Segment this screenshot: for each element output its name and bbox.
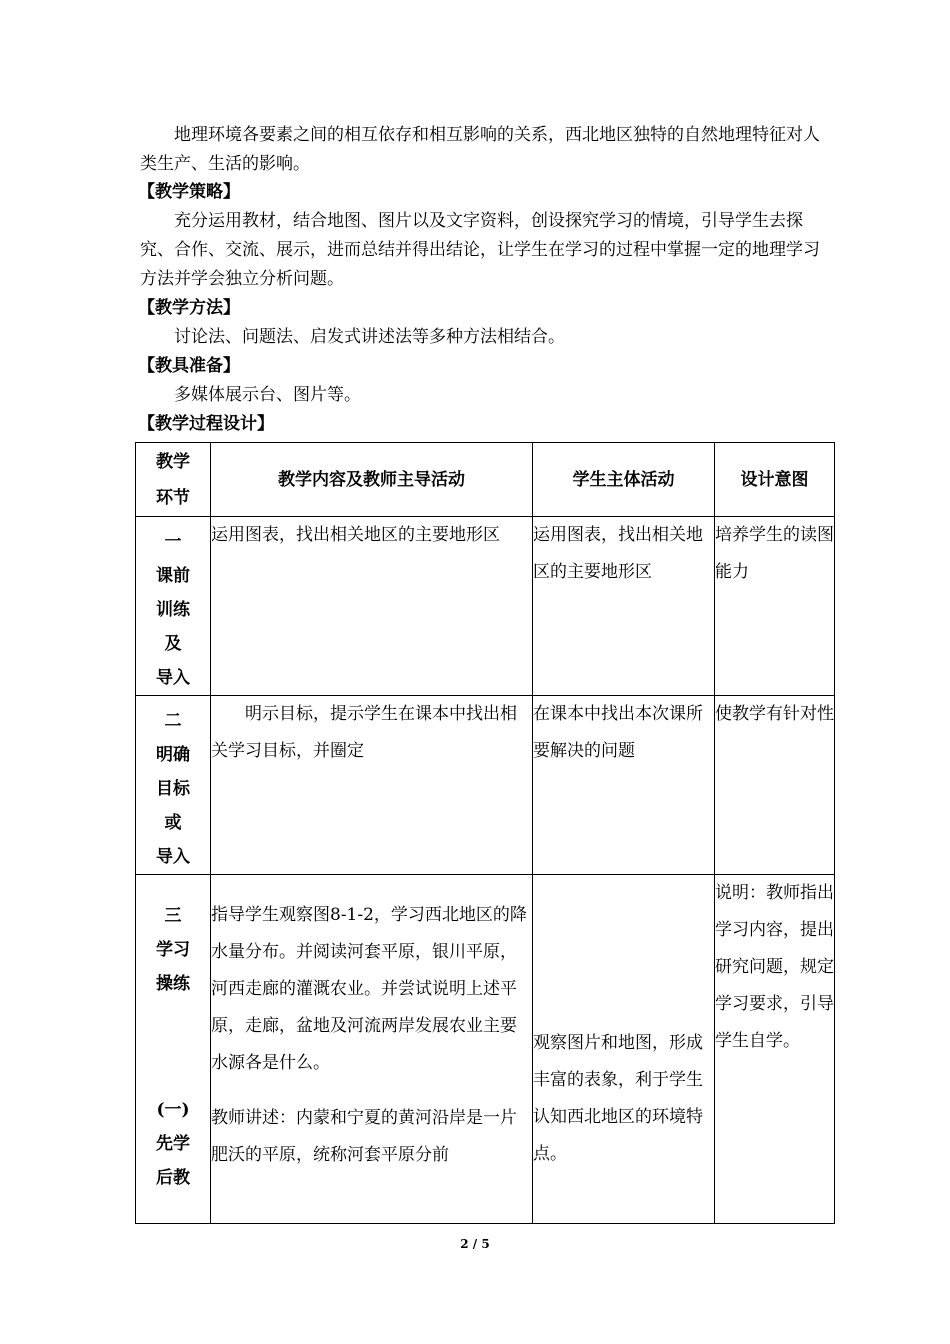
- stage-line: 三: [164, 906, 182, 926]
- content-cell: [211, 875, 533, 1224]
- intro-paragraph: 地理环境各要素之间的相互依存和相互影响的关系，西北地区独特的自然地理特征对人类生产、生活的影响。: [140, 125, 820, 174]
- header-stage: [136, 443, 211, 517]
- stage-line: 先学: [156, 1134, 190, 1154]
- table-row: [136, 696, 835, 875]
- content-cell: 明示目标，提示学生在课本中找出相关学习目标，并圈定: [211, 696, 533, 875]
- student-cell: 运用图表，找出相关地区的主要地形区: [533, 517, 715, 696]
- stage-line: 训练: [156, 600, 190, 620]
- stage-line: 课前: [156, 566, 190, 586]
- stage-line: 后教: [156, 1168, 190, 1188]
- content-cell: 运用图表，找出相关地区的主要地形区: [211, 517, 533, 696]
- table-header-row: [136, 443, 835, 517]
- process-table: [135, 442, 835, 1224]
- page-number: 2 / 5: [460, 1237, 490, 1251]
- stage-line: 学习: [156, 940, 190, 960]
- method-text: 讨论法、问题法、启发式讲述法等多种方法相结合。: [174, 327, 565, 347]
- stage-cell: [136, 517, 211, 696]
- tools-heading: 【教具准备】: [138, 356, 240, 376]
- process-heading: 【教学过程设计】: [138, 414, 274, 434]
- stage-line: 一: [164, 532, 182, 552]
- stage-line: 导入: [156, 847, 190, 867]
- intent-cell: 说明：教师指出学习内容，提出研究问题，规定学习要求，引导学生自学。: [715, 875, 835, 1224]
- content-paragraph-2: 教师讲述：内蒙和宁夏的黄河沿岸是一片肥沃的平原，统称河套平原分前: [211, 1108, 517, 1165]
- stage-line: 目标: [156, 779, 190, 799]
- student-cell: 在课本中找出本次课所要解决的问题: [533, 696, 715, 875]
- stage-line: 导入: [156, 668, 190, 688]
- stage-cell: [136, 875, 211, 1224]
- header-stage-line1: 教学: [156, 451, 190, 472]
- method-heading: 【教学方法】: [138, 298, 240, 318]
- student-cell: [533, 875, 715, 1224]
- table-row: [136, 875, 835, 1224]
- header-intent: 设计意图: [715, 443, 835, 517]
- stage-line: 明确: [156, 745, 190, 765]
- stage-cell: [136, 696, 211, 875]
- stage-line: 操练: [156, 974, 190, 994]
- strategy-text: 充分运用教材，结合地图、图片以及文字资料，创设探究学习的情境，引导学生去探究、合作、交流、展示，进而总结并得出结论，让学生在学习的过程中掌握一定的地理学习方法并学会独立分析问题。: [140, 211, 820, 289]
- header-content: 教学内容及教师主导活动: [211, 443, 533, 517]
- intent-cell: 使教学有针对性: [715, 696, 835, 875]
- content-paragraph-1: 指导学生观察图8-1-2，学习西北地区的降水量分布。并阅读河套平原，银川平原，河西走廊的灌溉农业。并尝试说明上述平原，走廊，盆地及河流两岸发展农业主要水源各是什么。: [211, 905, 527, 1073]
- tools-text: 多媒体展示台、图片等。: [174, 385, 361, 405]
- stage-line: 二: [164, 711, 182, 731]
- header-student: 学生主体活动: [533, 443, 715, 517]
- strategy-heading: 【教学策略】: [138, 182, 240, 202]
- header-stage-line2: 环节: [156, 487, 190, 508]
- stage-line: 及: [164, 634, 182, 654]
- student-text: 观察图片和地图，形成丰富的表象，利于学生认知西北地区的环境特点。: [533, 1033, 703, 1164]
- table-row: [136, 517, 835, 696]
- stage-line: (一): [156, 1100, 190, 1120]
- intent-cell: 培养学生的读图能力: [715, 517, 835, 696]
- stage-line: 或: [164, 813, 182, 833]
